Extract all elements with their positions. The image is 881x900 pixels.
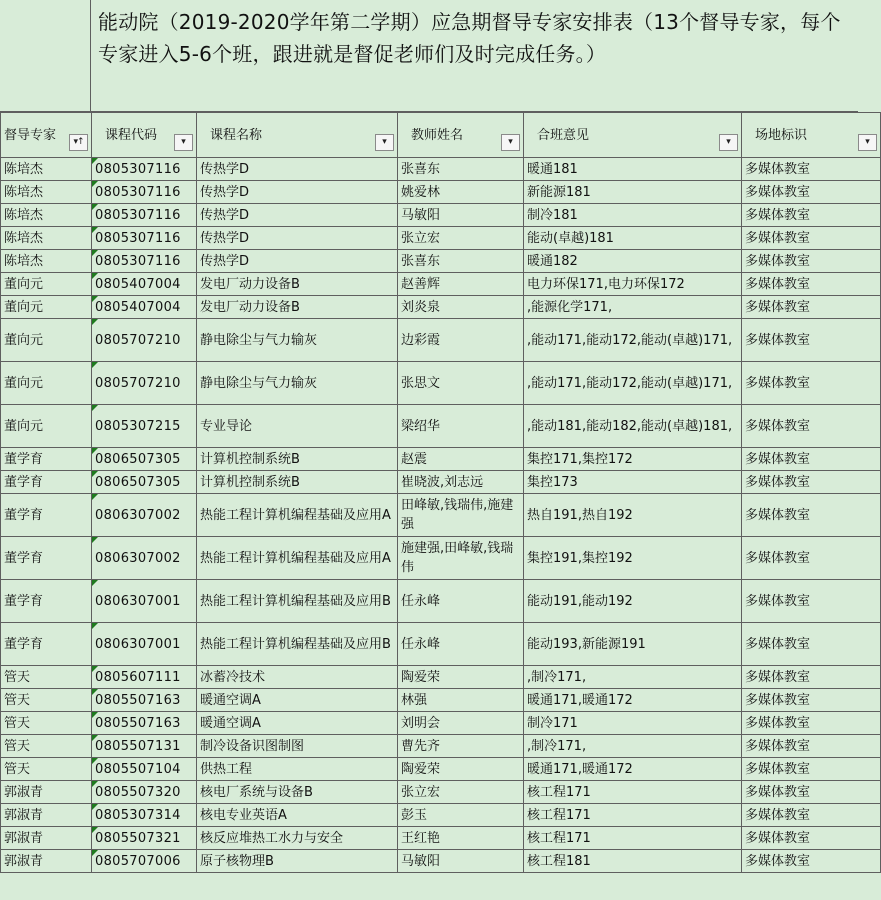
expert-cell[interactable]: 董向元 [1,319,92,362]
class-group-cell[interactable]: 核工程171 [524,827,742,850]
teacher-cell[interactable]: 张立宏 [398,227,524,250]
teacher-cell[interactable]: 王红艳 [398,827,524,850]
class-group-cell[interactable]: 暖通182 [524,250,742,273]
class-group-cell[interactable]: 集控191,集控192 [524,537,742,580]
expert-cell[interactable]: 董学育 [1,537,92,580]
column-header-label: 场地标识 [755,127,808,143]
column-header-4[interactable] [398,113,524,158]
column-header-5[interactable] [524,113,742,158]
class-group-cell[interactable]: ,能动181,能动182,能动(卓越)181, [524,405,742,448]
teacher-cell[interactable]: 任永峰 [398,623,524,666]
column-header-2[interactable] [92,113,197,158]
course-name-cell[interactable]: 制冷设备识图制图 [197,735,398,758]
venue-cell[interactable]: 多媒体教室 [742,623,881,666]
table-row [1,250,881,273]
course-name-cell[interactable]: 供热工程 [197,758,398,781]
expert-cell[interactable]: 陈培杰 [1,181,92,204]
table-row [1,827,881,850]
venue-cell[interactable]: 多媒体教室 [742,273,881,296]
sort-ascending-filter-icon[interactable]: ▾↑ [69,134,88,151]
course-name-cell[interactable]: 热能工程计算机编程基础及应用A [197,494,398,537]
course-name-cell[interactable]: 传热学D [197,227,398,250]
expert-cell[interactable]: 郭淑青 [1,781,92,804]
course-name-cell[interactable]: 发电厂动力设备B [197,273,398,296]
course-name-cell[interactable]: 暖通空调A [197,712,398,735]
header-row [1,113,881,158]
course-code-cell[interactable]: 0805307116 [92,250,197,273]
teacher-cell[interactable]: 崔晓波,刘志远 [398,471,524,494]
schedule-table [0,112,881,873]
teacher-cell[interactable]: 马敏阳 [398,850,524,873]
class-group-cell[interactable]: 核工程171 [524,781,742,804]
teacher-cell[interactable]: 姚爱林 [398,181,524,204]
course-code-cell[interactable]: 0805307116 [92,181,197,204]
expert-cell[interactable]: 管天 [1,666,92,689]
class-group-cell[interactable]: 能动191,能动192 [524,580,742,623]
course-code-cell[interactable]: 0806307002 [92,494,197,537]
expert-cell[interactable]: 董向元 [1,405,92,448]
class-group-cell[interactable]: 集控173 [524,471,742,494]
sheet-title: 能动院（2019-2020学年第二学期）应急期督导专家安排表（13个督导专家，每个专家进入5-6个班，跟进就是督促老师们及时完成任务。） [98,10,841,66]
teacher-cell[interactable]: 林强 [398,689,524,712]
class-group-cell[interactable]: 暖通181 [524,158,742,181]
venue-cell[interactable]: 多媒体教室 [742,494,881,537]
expert-cell[interactable]: 董学育 [1,623,92,666]
course-code-cell[interactable]: 0805307116 [92,158,197,181]
class-group-cell[interactable]: 能动(卓越)181 [524,227,742,250]
course-code-cell[interactable]: 0805307314 [92,804,197,827]
column-header-label: 课程名称 [210,127,263,143]
course-name-cell[interactable]: 原子核物理B [197,850,398,873]
expert-cell[interactable]: 董学育 [1,494,92,537]
teacher-cell[interactable]: 陶爱荣 [398,758,524,781]
course-name-cell[interactable]: 传热学D [197,181,398,204]
class-group-cell[interactable]: 制冷181 [524,204,742,227]
course-code-cell[interactable]: 0805507163 [92,689,197,712]
course-name-cell[interactable]: 冰蓄冷技术 [197,666,398,689]
course-code-cell[interactable]: 0805707210 [92,319,197,362]
course-code-cell[interactable]: 0805307116 [92,204,197,227]
course-name-cell[interactable]: 核反应堆热工水力与安全 [197,827,398,850]
table-row [1,666,881,689]
title-left-cell[interactable] [0,0,91,112]
dropdown-arrow-icon[interactable]: ▾ [375,134,394,151]
teacher-cell[interactable]: 马敏阳 [398,204,524,227]
expert-cell[interactable]: 董向元 [1,296,92,319]
course-code-cell[interactable]: 0805707006 [92,850,197,873]
teacher-cell[interactable]: 赵震 [398,448,524,471]
course-code-cell[interactable]: 0805407004 [92,273,197,296]
table-row [1,537,881,580]
table-row [1,712,881,735]
course-code-cell[interactable]: 0805707210 [92,362,197,405]
teacher-cell[interactable]: 张立宏 [398,781,524,804]
teacher-cell[interactable]: 赵善辉 [398,273,524,296]
dropdown-arrow-icon[interactable]: ▾ [858,134,877,151]
course-code-cell[interactable]: 0805607111 [92,666,197,689]
course-name-cell[interactable]: 静电除尘与气力输灰 [197,319,398,362]
expert-cell[interactable]: 董向元 [1,273,92,296]
class-group-cell[interactable]: 暖通171,暖通172 [524,689,742,712]
teacher-cell[interactable]: 曹先齐 [398,735,524,758]
column-header-6[interactable] [742,113,881,158]
venue-cell[interactable]: 多媒体教室 [742,580,881,623]
table-row [1,804,881,827]
course-name-cell[interactable]: 传热学D [197,250,398,273]
class-group-cell[interactable]: 暖通171,暖通172 [524,758,742,781]
expert-cell[interactable]: 郭淑青 [1,804,92,827]
class-group-cell[interactable]: ,制冷171, [524,666,742,689]
course-name-cell[interactable]: 热能工程计算机编程基础及应用B [197,580,398,623]
table-row [1,850,881,873]
venue-cell[interactable]: 多媒体教室 [742,471,881,494]
course-name-cell[interactable]: 核电厂系统与设备B [197,781,398,804]
venue-cell[interactable]: 多媒体教室 [742,712,881,735]
dropdown-arrow-icon[interactable]: ▾ [174,134,193,151]
course-name-cell[interactable]: 传热学D [197,158,398,181]
table-row [1,181,881,204]
expert-cell[interactable]: 管天 [1,712,92,735]
expert-cell[interactable]: 郭淑青 [1,850,92,873]
venue-cell[interactable]: 多媒体教室 [742,296,881,319]
expert-cell[interactable]: 管天 [1,689,92,712]
table-row [1,471,881,494]
course-code-cell[interactable]: 0805307215 [92,405,197,448]
table-row [1,735,881,758]
course-name-cell[interactable]: 热能工程计算机编程基础及应用B [197,623,398,666]
table-row [1,227,881,250]
class-group-cell[interactable]: ,能源化学171, [524,296,742,319]
expert-cell[interactable]: 管天 [1,758,92,781]
class-group-cell[interactable]: 核工程181 [524,850,742,873]
table-row [1,319,881,362]
column-header-label: 督导专家 [4,127,57,143]
table-row [1,362,881,405]
table-row [1,273,881,296]
teacher-cell[interactable]: 陶爱荣 [398,666,524,689]
column-header-3[interactable] [197,113,398,158]
course-code-cell[interactable]: 0805407004 [92,296,197,319]
class-group-cell[interactable]: 电力环保171,电力环保172 [524,273,742,296]
table-row [1,204,881,227]
column-header-label: 合班意见 [537,127,590,143]
expert-cell[interactable]: 董学育 [1,448,92,471]
table-row [1,758,881,781]
course-code-cell[interactable]: 0805507131 [92,735,197,758]
expert-cell[interactable]: 董向元 [1,362,92,405]
course-name-cell[interactable]: 传热学D [197,204,398,227]
venue-cell[interactable]: 多媒体教室 [742,448,881,471]
venue-cell[interactable]: 多媒体教室 [742,362,881,405]
course-code-cell[interactable]: 0805307116 [92,227,197,250]
dropdown-arrow-icon[interactable]: ▾ [719,134,738,151]
table-row [1,689,881,712]
course-code-cell[interactable]: 0805507321 [92,827,197,850]
course-code-cell[interactable]: 0806307001 [92,580,197,623]
teacher-cell[interactable]: 张喜东 [398,250,524,273]
venue-cell[interactable]: 多媒体教室 [742,227,881,250]
teacher-cell[interactable]: 张思文 [398,362,524,405]
teacher-cell[interactable]: 边彩霞 [398,319,524,362]
expert-cell[interactable]: 陈培杰 [1,227,92,250]
venue-cell[interactable]: 多媒体教室 [742,735,881,758]
table-body [1,158,881,873]
teacher-cell[interactable]: 刘炎泉 [398,296,524,319]
course-code-cell[interactable]: 0806307001 [92,623,197,666]
venue-cell[interactable]: 多媒体教室 [742,250,881,273]
course-code-cell[interactable]: 0806507305 [92,471,197,494]
teacher-cell[interactable]: 任永峰 [398,580,524,623]
table-row [1,494,881,537]
course-code-cell[interactable]: 0805507320 [92,781,197,804]
venue-cell[interactable]: 多媒体教室 [742,804,881,827]
course-name-cell[interactable]: 暖通空调A [197,689,398,712]
teacher-cell[interactable]: 梁绍华 [398,405,524,448]
venue-cell[interactable]: 多媒体教室 [742,689,881,712]
table-row [1,296,881,319]
table-row [1,623,881,666]
table-row [1,405,881,448]
expert-cell[interactable]: 董学育 [1,580,92,623]
dropdown-arrow-icon[interactable]: ▾ [501,134,520,151]
course-name-cell[interactable]: 核电专业英语A [197,804,398,827]
venue-cell[interactable]: 多媒体教室 [742,204,881,227]
venue-cell[interactable]: 多媒体教室 [742,319,881,362]
course-name-cell[interactable]: 热能工程计算机编程基础及应用A [197,537,398,580]
expert-cell[interactable]: 陈培杰 [1,204,92,227]
column-header-1[interactable] [1,113,92,158]
table-row [1,158,881,181]
teacher-cell[interactable]: 刘明会 [398,712,524,735]
class-group-cell[interactable]: ,制冷171, [524,735,742,758]
title-cell[interactable] [0,0,858,112]
course-code-cell[interactable]: 0805507104 [92,758,197,781]
venue-cell[interactable]: 多媒体教室 [742,158,881,181]
venue-cell[interactable]: 多媒体教室 [742,827,881,850]
course-code-cell[interactable]: 0806307002 [92,537,197,580]
course-name-cell[interactable]: 计算机控制系统B [197,471,398,494]
venue-cell[interactable]: 多媒体教室 [742,781,881,804]
course-code-cell[interactable]: 0805507163 [92,712,197,735]
table-row [1,580,881,623]
expert-cell[interactable]: 郭淑青 [1,827,92,850]
teacher-cell[interactable]: 彭玉 [398,804,524,827]
class-group-cell[interactable]: 新能源181 [524,181,742,204]
expert-cell[interactable]: 陈培杰 [1,158,92,181]
teacher-cell[interactable]: 田峰敏,钱瑞伟,施建强 [398,494,524,537]
teacher-cell[interactable]: 张喜东 [398,158,524,181]
course-name-cell[interactable]: 静电除尘与气力输灰 [197,362,398,405]
course-name-cell[interactable]: 专业导论 [197,405,398,448]
column-header-label: 课程代码 [105,127,158,143]
venue-cell[interactable]: 多媒体教室 [742,181,881,204]
class-group-cell[interactable]: ,能动171,能动172,能动(卓越)171, [524,319,742,362]
expert-cell[interactable]: 董学育 [1,471,92,494]
table-row [1,448,881,471]
venue-cell[interactable]: 多媒体教室 [742,537,881,580]
expert-cell[interactable]: 陈培杰 [1,250,92,273]
venue-cell[interactable]: 多媒体教室 [742,666,881,689]
column-header-label: 教师姓名 [411,127,464,143]
class-group-cell[interactable]: ,能动171,能动172,能动(卓越)171, [524,362,742,405]
class-group-cell[interactable]: 核工程171 [524,804,742,827]
course-code-cell[interactable]: 0806507305 [92,448,197,471]
venue-cell[interactable]: 多媒体教室 [742,758,881,781]
expert-cell[interactable]: 管天 [1,735,92,758]
course-name-cell[interactable]: 发电厂动力设备B [197,296,398,319]
venue-cell[interactable]: 多媒体教室 [742,850,881,873]
teacher-cell[interactable]: 施建强,田峰敏,钱瑞伟 [398,537,524,580]
course-name-cell[interactable]: 计算机控制系统B [197,448,398,471]
class-group-cell[interactable]: 制冷171 [524,712,742,735]
class-group-cell[interactable]: 热自191,热自192 [524,494,742,537]
class-group-cell[interactable]: 集控171,集控172 [524,448,742,471]
venue-cell[interactable]: 多媒体教室 [742,405,881,448]
table-row [1,781,881,804]
class-group-cell[interactable]: 能动193,新能源191 [524,623,742,666]
